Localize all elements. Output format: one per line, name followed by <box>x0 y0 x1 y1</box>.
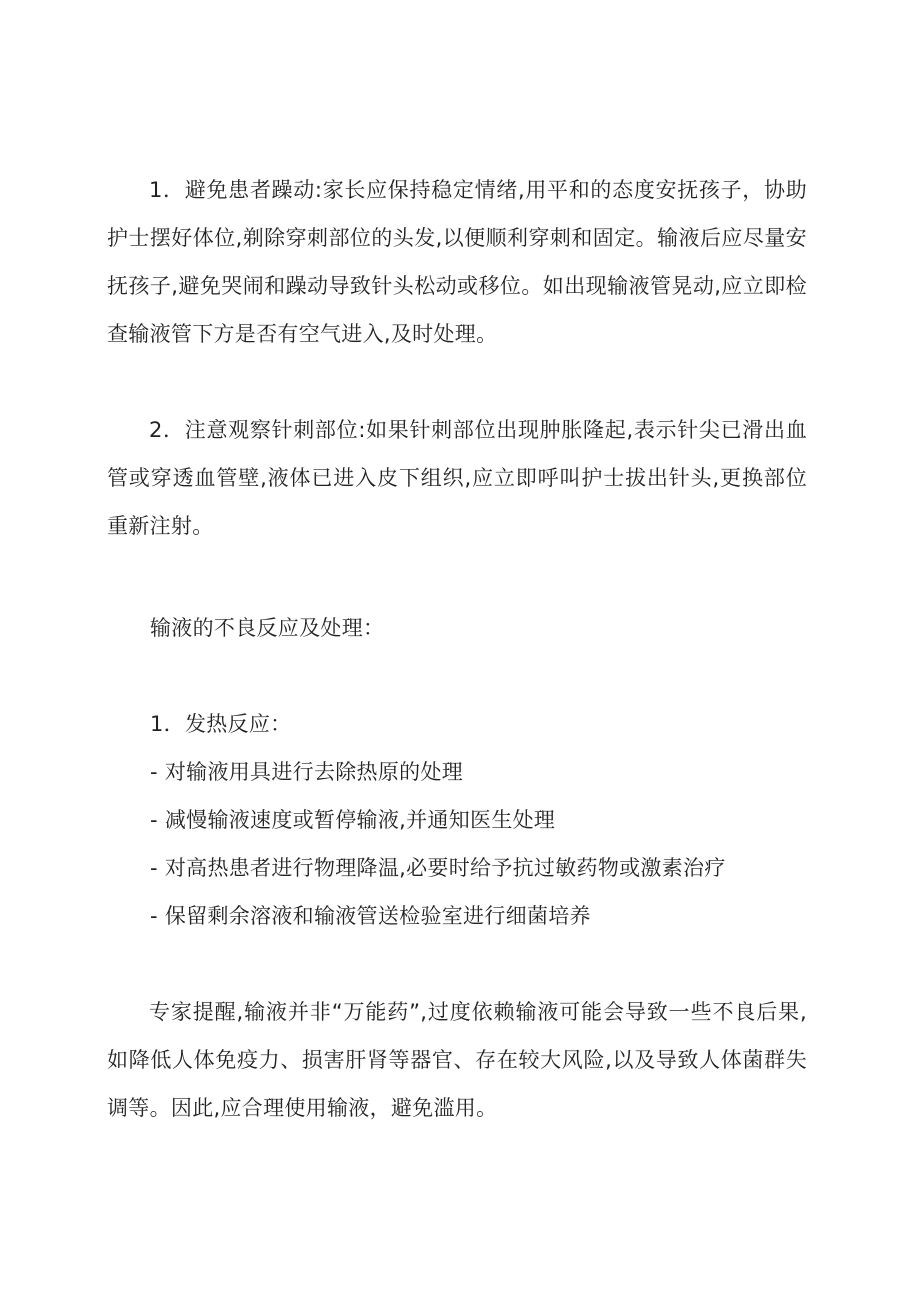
bullet-item: - 对高热患者进行物理降温,必要时给予抗过敏药物或激素治疗 <box>150 856 726 880</box>
item-fever-reaction-title: 1．发热反应： <box>150 712 292 736</box>
bullet-item: - 对输液用具进行去除热原的处理 <box>150 760 464 784</box>
paragraph-avoid-agitation: 1．避免患者躁动:家长应保持稳定情绪,用平和的态度安抚孩子，协助护士摆好体位,剃除穿刺部位的头发,以便顺利穿刺和固定。输液后应尽量安抚孩子,避免哭闹和躁动导致针头松动或移位。如出现输液管晃动,应立即检查输液管下方是否有空气进入,及时处理。 <box>107 178 807 346</box>
section-heading-adverse-reactions: 输液的不良反应及处理： <box>150 616 385 640</box>
paragraph-expert-reminder: 专家提醒,输液并非“万能药”,过度依赖输液可能会导致一些不良后果,如降低人体免疫力、损害肝肾等器官、存在较大风险,以及导致人体菌群失调等。因此,应合理使用输液，避免滥用。 <box>107 1000 807 1120</box>
paragraph-observe-puncture-site: 2．注意观察针刺部位:如果针刺部位出现肿胀隆起,表示针尖已滑出血管或穿透血管壁,液体已进入皮下组织,应立即呼叫护士拔出针头,更换部位重新注射。 <box>107 418 807 538</box>
bullet-item: - 减慢输液速度或暂停输液,并通知医生处理 <box>150 808 556 832</box>
bullet-item: - 保留剩余溶液和输液管送检验室进行细菌培养 <box>150 904 591 928</box>
